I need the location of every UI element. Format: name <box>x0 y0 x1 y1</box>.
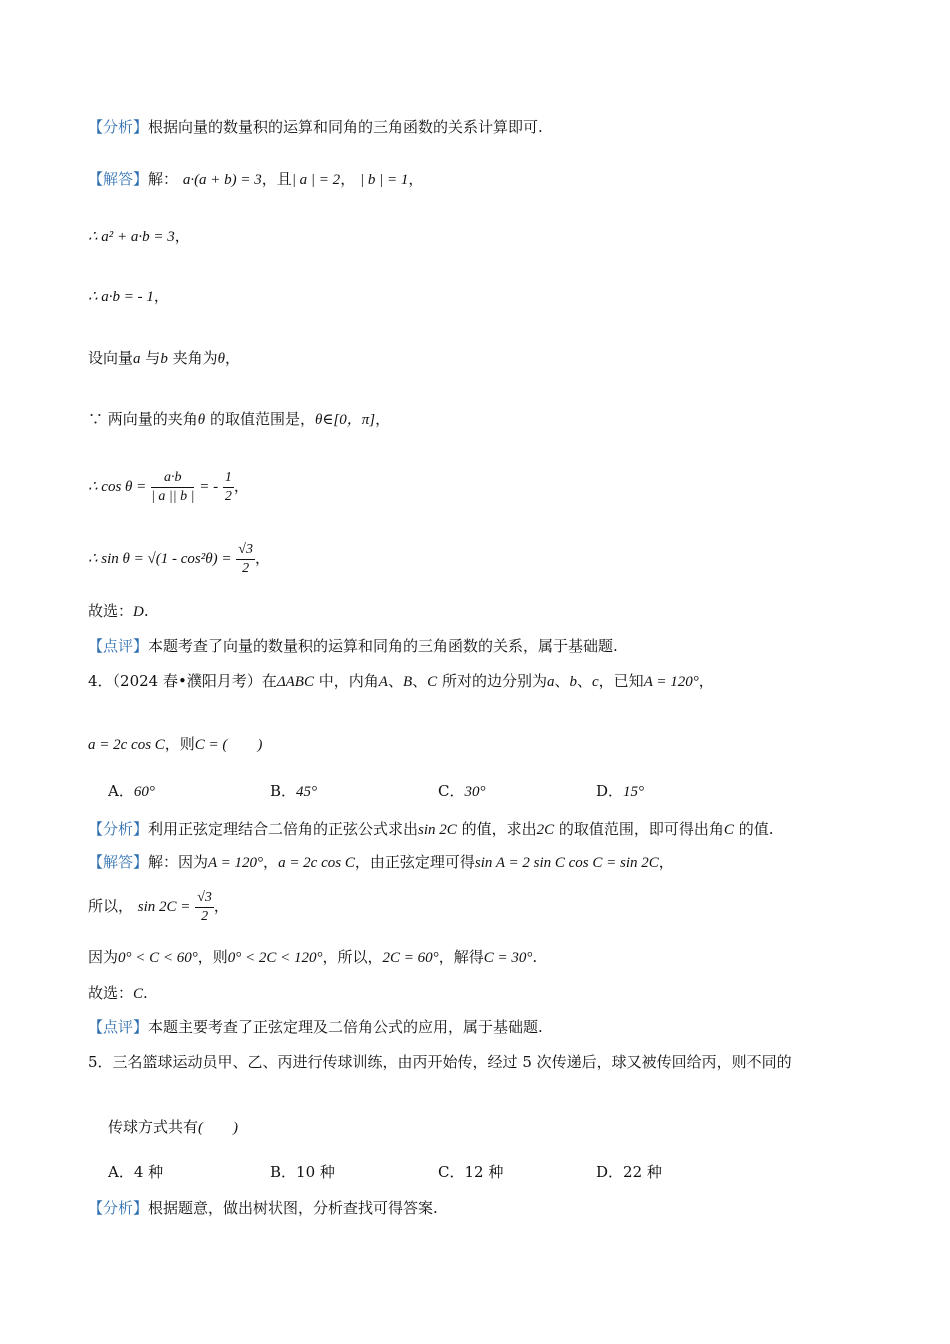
math-expr: = - <box>199 479 219 495</box>
solution-tag: 【解答】 <box>88 170 149 188</box>
option-label: D． <box>596 1163 624 1181</box>
option-label: C． <box>438 782 465 800</box>
math-expr: a <box>133 351 141 367</box>
math-expr: ∴ a² + a·b = 3 <box>88 229 175 245</box>
text: ∵ 两向量的夹角 <box>88 410 198 428</box>
math-expr: ΔABC <box>276 674 314 690</box>
text: 的值. <box>738 820 774 838</box>
text: 中，内角 <box>318 672 379 690</box>
text: ， <box>340 170 356 188</box>
text: 的值，求出 <box>461 820 537 838</box>
math-expr: a = 2c cos C <box>88 737 165 753</box>
text: . <box>143 602 149 620</box>
option-value: 60° <box>133 784 155 800</box>
text: 的取值范围是， <box>209 410 315 428</box>
fraction-numerator: a·b <box>151 469 194 488</box>
math-expr: ∴ a·b = - 1 <box>88 289 154 305</box>
option-label: B． <box>270 782 297 800</box>
text: 因为 <box>88 948 119 966</box>
text: 、 <box>412 672 428 690</box>
q5-option-a[interactable] <box>108 1161 163 1183</box>
q4-choose <box>88 982 148 1005</box>
q5-analysis <box>88 1197 438 1219</box>
fraction-numerator: √3 <box>195 889 214 908</box>
math-expr: | a | = 2 <box>291 172 341 188</box>
q4-comment <box>88 1016 543 1038</box>
option-value: 15° <box>623 784 645 800</box>
math-expr: 0° < C < 60° <box>118 950 198 966</box>
math-expr: θ <box>197 412 206 428</box>
option-label: A． <box>108 782 134 800</box>
text: 利用正弦定理结合二倍角的正弦公式求出 <box>148 820 419 838</box>
math-expr: sin A = 2 sin C cos C = sin 2C <box>474 855 659 871</box>
math-expr: b <box>569 674 577 690</box>
text: ，由正弦定理可得 <box>354 853 475 871</box>
option-value: 22 种 <box>623 1163 662 1181</box>
analysis-tag: 【分析】 <box>88 820 149 838</box>
text: 所以， <box>88 897 134 915</box>
option-value: 4 种 <box>133 1163 164 1181</box>
math-expr: | b | = 1 <box>359 172 409 188</box>
analysis-text: 根据向量的数量积的运算和同角的三角函数的关系计算即可. <box>148 118 543 136</box>
q4-stem2 <box>88 733 262 756</box>
analysis-tag: 【分析】 <box>88 1199 149 1217</box>
math-expr: A = 120° <box>208 855 264 871</box>
option-label: B． <box>270 1163 297 1181</box>
text: ， <box>698 672 714 690</box>
math-expr: 0° < 2C < 120° <box>227 950 323 966</box>
q3-analysis <box>88 116 543 138</box>
option-value: 12 种 <box>464 1163 504 1181</box>
text: 、 <box>576 672 592 690</box>
fraction <box>195 889 214 926</box>
q3-line6 <box>88 466 249 507</box>
text: 解：因为 <box>148 853 209 871</box>
math-expr: a <box>546 674 555 690</box>
text: ， <box>174 227 190 245</box>
q5-stem <box>88 1051 792 1073</box>
q5-stem2 <box>108 1116 238 1139</box>
math-expr: sin 2C <box>418 822 457 838</box>
math-expr: a = 2c cos C <box>278 855 355 871</box>
text: ， <box>408 170 424 188</box>
text: 4．（2024 春•濮阳月考）在 <box>88 672 277 690</box>
text: 所对的边分别为 <box>441 672 547 690</box>
text: 故选： <box>88 602 134 620</box>
math-expr: C = ( ) <box>194 737 263 753</box>
fraction-denominator: 2 <box>201 908 209 924</box>
math-expr: a·(a + b) = 3 <box>182 172 262 188</box>
q3-line2 <box>88 225 190 248</box>
option-label: D． <box>596 782 624 800</box>
text: ，所以， <box>322 948 383 966</box>
math-expr: c <box>592 674 599 690</box>
fraction-denominator: 2 <box>242 560 250 576</box>
q5-option-b[interactable] <box>270 1161 335 1183</box>
math-expr: ∴ sin θ = √(1 - cos²θ) = <box>88 551 232 567</box>
analysis-tag: 【分析】 <box>88 118 149 136</box>
text: 与 <box>145 349 161 367</box>
text: ， <box>224 349 240 367</box>
text: ， <box>233 477 249 495</box>
math-expr: sin 2C = <box>137 899 191 915</box>
text: ， <box>658 853 674 871</box>
text: . <box>532 948 538 966</box>
text: 5．三名篮球运动员甲、乙、丙进行传球训练，由丙开始传，经过 5 次传递后，球又被传回给丙，则不同的 <box>88 1053 792 1071</box>
text: ， <box>375 410 391 428</box>
math-expr: θ∈[0，π] <box>314 412 376 428</box>
option-label: C． <box>438 1163 465 1181</box>
fraction <box>236 541 255 578</box>
fraction-numerator: 1 <box>223 469 234 488</box>
answer: C <box>133 986 144 1002</box>
q5-option-d[interactable] <box>596 1161 662 1183</box>
q4-because <box>88 946 537 969</box>
q3-solution-line1 <box>88 168 423 191</box>
comment-tag: 【点评】 <box>88 1018 149 1036</box>
fraction-denominator: | a || b | <box>151 488 195 504</box>
text: ， <box>263 853 279 871</box>
math-expr: C = 30° <box>483 950 533 966</box>
solution-tag: 【解答】 <box>88 853 149 871</box>
q4-option-b[interactable] <box>270 780 317 803</box>
math-expr: θ <box>217 351 225 367</box>
option-value: 10 种 <box>296 1163 335 1181</box>
q4-option-c[interactable] <box>438 780 485 803</box>
q3-line5 <box>88 408 390 431</box>
option-value: 30° <box>464 784 486 800</box>
q4-option-a[interactable] <box>108 780 155 803</box>
option-value: 45° <box>296 784 318 800</box>
text: ， <box>254 549 270 567</box>
text: ，且 <box>261 170 292 188</box>
q5-option-c[interactable] <box>438 1161 503 1183</box>
text: 夹角为 <box>172 349 218 367</box>
q4-so <box>88 886 229 927</box>
math-expr: 2C <box>536 822 555 838</box>
text: . <box>143 984 148 1002</box>
text: 故选： <box>88 984 134 1002</box>
math-expr: B <box>402 674 413 690</box>
q3-line4 <box>88 347 240 370</box>
text: ， <box>213 897 229 915</box>
math-expr: ∴ cos θ = <box>88 479 147 495</box>
q3-line7 <box>88 538 270 579</box>
analysis-text: 根据题意，做出树状图，分析查找可得答案. <box>148 1199 438 1217</box>
math-expr: A <box>378 674 388 690</box>
solution-prefix: 解： <box>148 170 179 188</box>
math-expr: b <box>160 351 168 367</box>
q3-comment <box>88 635 618 657</box>
fraction <box>151 469 194 506</box>
math-expr: C <box>723 822 734 838</box>
math-expr: ( ) <box>198 1120 239 1136</box>
math-expr: C <box>427 674 438 690</box>
math-expr: 2C = 60° <box>382 950 439 966</box>
text: ，则 <box>164 735 195 753</box>
comment-text: 本题主要考查了正弦定理及二倍角公式的应用，属于基础题. <box>148 1018 543 1036</box>
text: 、 <box>387 672 403 690</box>
text: ，解得 <box>438 948 484 966</box>
fraction <box>223 469 234 506</box>
text: 设向量 <box>88 349 134 367</box>
q4-option-d[interactable] <box>596 780 644 803</box>
text: ，则 <box>197 948 228 966</box>
q4-analysis <box>88 818 773 841</box>
text: 的取值范围，即可得出角 <box>558 820 724 838</box>
q4-solution <box>88 851 674 874</box>
text: 传球方式共有 <box>108 1118 199 1136</box>
comment-tag: 【点评】 <box>88 637 149 655</box>
q3-line3 <box>88 285 169 308</box>
comment-text: 本题考查了向量的数量积的运算和同角的三角函数的关系，属于基础题. <box>148 637 618 655</box>
q3-choose <box>88 600 149 623</box>
text: ，已知 <box>598 672 644 690</box>
text: ， <box>153 287 169 305</box>
fraction-denominator: 2 <box>224 488 232 504</box>
math-expr: A = 120° <box>643 674 699 690</box>
option-label: A． <box>108 1163 134 1181</box>
q4-stem <box>88 670 714 693</box>
text: 、 <box>554 672 570 690</box>
answer: D <box>133 604 144 620</box>
fraction-numerator: √3 <box>236 541 255 560</box>
